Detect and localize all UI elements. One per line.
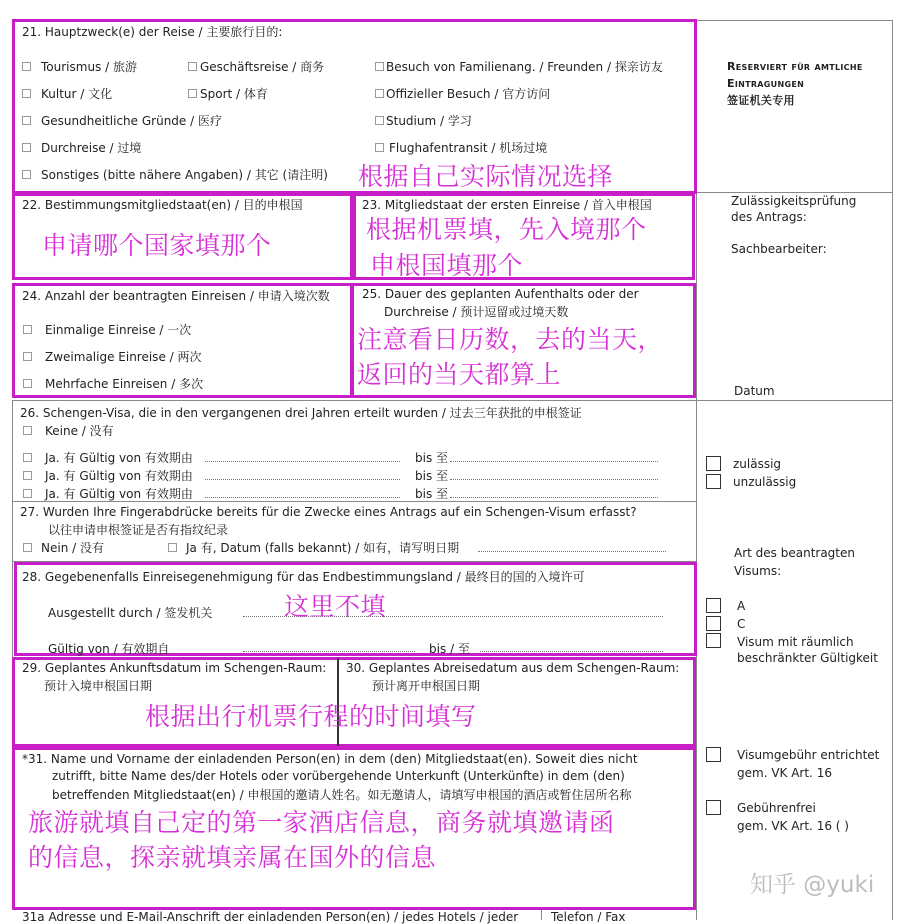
checkbox-visumgebuehr[interactable] bbox=[706, 747, 721, 762]
gueltig-bis-label: bis / 至 bbox=[429, 642, 470, 656]
gueltig-bis-field[interactable] bbox=[480, 651, 663, 652]
section-31-line2: zutrifft, bitte Name des/der Hotels oder vorübergehende Unterkunft (Unterkünfte) in dem (den) bbox=[52, 769, 625, 783]
checkbox-familienbesuch[interactable] bbox=[375, 62, 384, 71]
checkbox-fingerprint-nein[interactable] bbox=[23, 543, 32, 552]
option-gesundheit: Gesundheitliche Gründe / 医疗 bbox=[41, 114, 222, 128]
keine-visa-label: Keine / 没有 bbox=[45, 424, 114, 438]
checkbox-studium[interactable] bbox=[375, 116, 384, 125]
datum-label: Datum bbox=[734, 384, 775, 398]
art-label-2: Visums: bbox=[734, 564, 782, 578]
section-31-line3: betreffenden Mitgliedstaat(en) / 申根国的邀请人姓名。如无邀请人，请填写申根国的酒店或暂住居所名称 bbox=[52, 788, 632, 802]
zulaessig-label: zulässig bbox=[733, 457, 782, 471]
option-familienbesuch: Besuch von Familienang. / Freunden / 探亲访友 bbox=[386, 60, 663, 74]
frei-label-1: Gebührenfrei bbox=[737, 801, 816, 815]
section-30-title: 30. Geplantes Abreisedatum aus dem Schengen-Raum: bbox=[346, 661, 680, 675]
checkbox-kultur[interactable] bbox=[22, 89, 31, 98]
option-zweimalig: Zweimalige Einreise / 两次 bbox=[45, 350, 202, 364]
option-studium: Studium / 学习 bbox=[386, 114, 472, 128]
option-geschaeftsreise: Geschäftsreise / 商务 bbox=[200, 60, 325, 74]
gueltig-von-label: Gültig von / 有效期自 bbox=[48, 642, 170, 656]
checkbox-visum-raeumlich[interactable] bbox=[706, 633, 721, 648]
visa-2-bis-label: bis 至 bbox=[415, 469, 449, 483]
reserved-title bbox=[727, 58, 863, 109]
sachbearbeiter-label: Sachbearbeiter: bbox=[731, 242, 827, 256]
option-offizieller-besuch: Offizieller Besuch / 官方访问 bbox=[386, 87, 551, 101]
frei-label-2: gem. VK Art. 16 ( ) bbox=[737, 819, 849, 833]
checkbox-fingerprint-ja[interactable] bbox=[168, 543, 177, 552]
fingerprint-date-field[interactable] bbox=[478, 551, 666, 552]
visa-3-to-field[interactable] bbox=[450, 497, 658, 498]
fingerprint-nein-label: Nein / 没有 bbox=[41, 541, 104, 555]
checkbox-zulaessig[interactable] bbox=[706, 456, 721, 471]
section-31-line1: *31. Name und Vorname der einladenden Person(en) in dem (den) Mitgliedstaat(en). Soweit dies nicht bbox=[22, 752, 638, 766]
reserved-line3: 签证机关专用 bbox=[727, 94, 795, 107]
visa-2-to-field[interactable] bbox=[450, 479, 658, 480]
section-21-title: 21. Hauptzweck(e) der Reise / 主要旅行目的: bbox=[22, 25, 283, 39]
checkbox-visa-3[interactable] bbox=[23, 489, 32, 498]
option-flughafentransit: Flughafentransit / 机场过境 bbox=[389, 141, 548, 155]
gebuehr-label-2: gem. VK Art. 16 bbox=[737, 766, 832, 780]
checkbox-durchreise[interactable] bbox=[22, 143, 31, 152]
section-27-title-2: 以往申请申根签证是否有指纹纪录 bbox=[48, 523, 229, 537]
checkbox-tourismus[interactable] bbox=[22, 62, 31, 71]
visa-3-bis-label: bis 至 bbox=[415, 487, 449, 501]
checkbox-sonstiges[interactable] bbox=[22, 170, 31, 179]
ausgestellt-label: Ausgestellt durch / 签发机关 bbox=[48, 606, 213, 620]
section-28-title: 28. Gegebenenfalls Einreisegenehmigung für das Endbestimmungsland / 最终目的国的入境许可 bbox=[22, 570, 585, 584]
checkbox-visum-c[interactable] bbox=[706, 616, 721, 631]
visum-a-label: A bbox=[737, 599, 746, 613]
option-tourismus: Tourismus / 旅游 bbox=[41, 60, 137, 74]
art-label-1: Art des beantragten bbox=[734, 546, 855, 560]
unzulaessig-label: unzulässig bbox=[733, 475, 797, 489]
note-31-line2: 的信息，探亲就填亲属在国外的信息 bbox=[28, 843, 437, 872]
option-mehrfach: Mehrfache Einreisen / 多次 bbox=[45, 377, 204, 391]
checkbox-keine-visa[interactable] bbox=[23, 426, 32, 435]
note-23-line2: 申根国填那个 bbox=[370, 251, 524, 280]
note-28: 这里不填 bbox=[284, 592, 387, 621]
note-22: 申请哪个国家填那个 bbox=[42, 231, 272, 260]
note-31-line1: 旅游就填自己定的第一家酒店信息，商务就填邀请函 bbox=[28, 808, 615, 837]
reserved-line2: Eintragungen bbox=[727, 77, 805, 90]
visa-3-from-field[interactable] bbox=[205, 497, 400, 498]
option-einmalig: Einmalige Einreise / 一次 bbox=[45, 323, 192, 337]
visa-3-label: Ja. 有 Gültig von 有效期由 bbox=[45, 487, 193, 501]
checkbox-flughafentransit[interactable] bbox=[375, 143, 384, 152]
section-25-title-2: Durchreise / 预计逗留或过境天数 bbox=[384, 305, 569, 319]
note-25-line2: 返回的当天都算上 bbox=[357, 360, 562, 389]
checkbox-visum-a[interactable] bbox=[706, 598, 721, 613]
section-30-cn: 预计离开申根国日期 bbox=[372, 679, 481, 693]
checkbox-mehrfach[interactable] bbox=[23, 379, 32, 388]
checkbox-visa-1[interactable] bbox=[23, 453, 32, 462]
checkbox-unzulaessig[interactable] bbox=[706, 474, 721, 489]
reserved-line1: Reserviert für amtliche bbox=[727, 60, 863, 73]
pruefung-label-1: Zulässigkeitsprüfung bbox=[731, 194, 857, 208]
checkbox-gesundheit[interactable] bbox=[22, 116, 31, 125]
visum-c-label: C bbox=[737, 617, 746, 631]
option-kultur: Kultur / 文化 bbox=[41, 87, 113, 101]
option-sonstiges: Sonstiges (bitte nähere Angaben) / 其它 (请注明) bbox=[41, 168, 328, 182]
note-23-line1: 根据机票填，先入境那个 bbox=[366, 215, 647, 244]
section-26-title: 26. Schengen-Visa, die in den vergangenen drei Jahren erteilt wurden / 过去三年获批的申根签证 bbox=[20, 406, 582, 420]
section-22-title: 22. Bestimmungsmitgliedstaat(en) / 目的申根国 bbox=[22, 198, 303, 212]
gebuehr-label-1: Visumgebühr entrichtet bbox=[737, 748, 880, 762]
note-25-line1: 注意看日历数，去的当天， bbox=[357, 325, 664, 354]
checkbox-zweimalig[interactable] bbox=[23, 352, 32, 361]
option-sport: Sport / 体育 bbox=[200, 87, 268, 101]
section-29-cn: 预计入境申根国日期 bbox=[44, 679, 153, 693]
note-29: 根据出行机票行程的时间填写 bbox=[145, 702, 477, 731]
checkbox-geschaeftsreise[interactable] bbox=[188, 62, 197, 71]
fingerprint-ja-label: Ja 有, Datum (falls bekannt) / 如有，请写明日期 bbox=[186, 541, 460, 555]
visa-1-label: Ja. 有 Gültig von 有效期由 bbox=[45, 451, 193, 465]
section-31a-telefon: Telefon / Fax bbox=[551, 910, 626, 924]
checkbox-visa-2[interactable] bbox=[23, 471, 32, 480]
checkbox-einmalig[interactable] bbox=[23, 325, 32, 334]
option-durchreise: Durchreise / 过境 bbox=[41, 141, 142, 155]
visa-1-bis-label: bis 至 bbox=[415, 451, 449, 465]
section-29-title: 29. Geplantes Ankunftsdatum im Schengen-Raum: bbox=[22, 661, 327, 675]
section-25-title-1: 25. Dauer des geplanten Aufenthalts oder der bbox=[362, 287, 639, 301]
section-27-title-1: 27. Wurden Ihre Fingerabdrücke bereits für die Zwecke eines Antrags auf ein Schengen-Visum erfasst? bbox=[20, 505, 637, 519]
visa-2-from-field[interactable] bbox=[205, 479, 400, 480]
checkbox-offizieller-besuch[interactable] bbox=[375, 89, 384, 98]
section-24-title: 24. Anzahl der beantragten Einreisen / 申请入境次数 bbox=[22, 289, 330, 303]
visa-2-label: Ja. 有 Gültig von 有效期由 bbox=[45, 469, 193, 483]
section-31a-partial: 31a Adresse und E-Mail-Anschrift der einladenden Person(en) / jedes Hotels / jeder bbox=[22, 910, 519, 924]
note-21: 根据自己实际情况选择 bbox=[358, 162, 614, 191]
section-23-title: 23. Mitgliedstaat der ersten Einreise / 首入申根国 bbox=[362, 198, 652, 212]
visa-1-to-field[interactable] bbox=[450, 461, 658, 462]
checkbox-gebuehrenfrei[interactable] bbox=[706, 800, 721, 815]
gueltig-von-field[interactable] bbox=[243, 651, 415, 652]
raeumlich-label-1: Visum mit räumlich bbox=[737, 635, 854, 649]
raeumlich-label-2: beschränkter Gültigkeit bbox=[737, 651, 878, 665]
checkbox-sport[interactable] bbox=[188, 89, 197, 98]
visa-1-from-field[interactable] bbox=[205, 461, 400, 462]
zhihu-watermark: 知乎 @yuki bbox=[750, 872, 875, 898]
pruefung-label-2: des Antrags: bbox=[731, 210, 807, 224]
